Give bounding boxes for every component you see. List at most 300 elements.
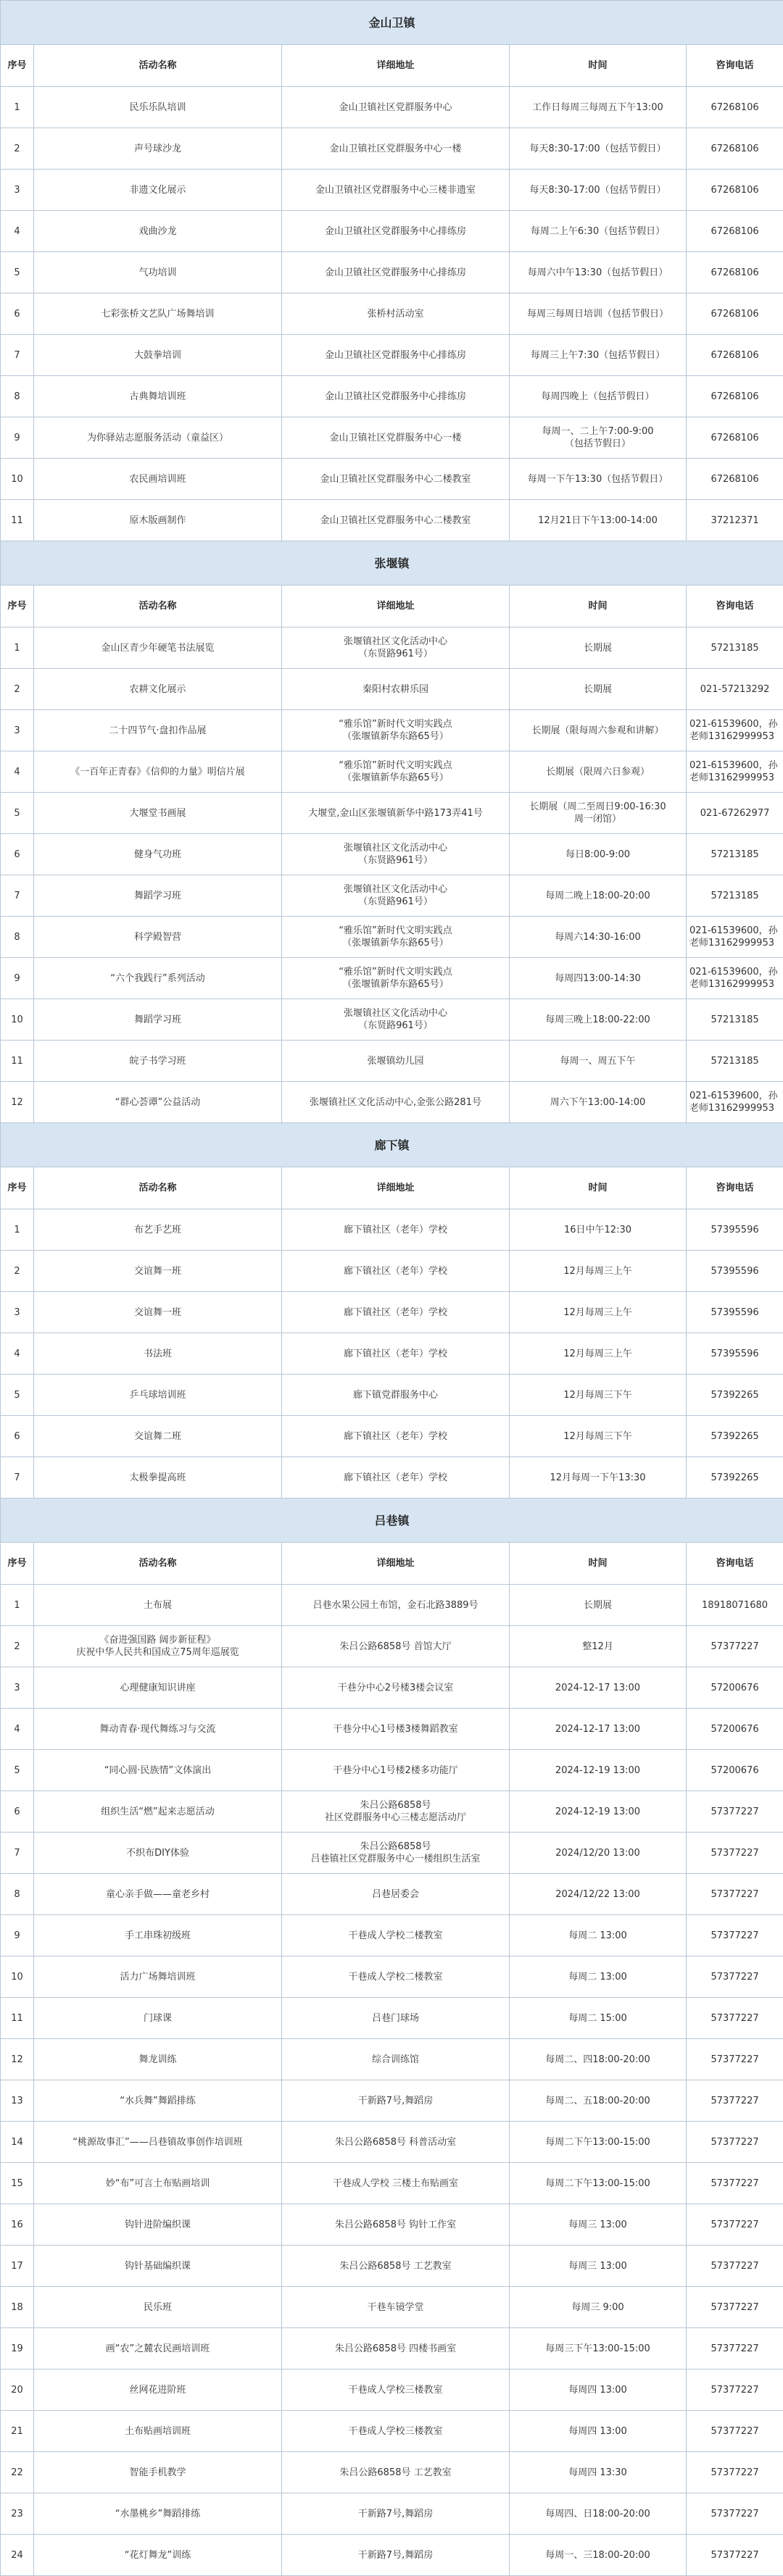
table-row bbox=[1, 293, 783, 335]
cell-address: 金山卫镇社区党群服务中心排练房 bbox=[282, 376, 510, 417]
cell-address: 干巷车镜学堂 bbox=[282, 2287, 510, 2328]
cell-time: 每周一、周五下午 bbox=[510, 1041, 687, 1082]
cell-address: 廊下镇社区（老年）学校 bbox=[282, 1292, 510, 1333]
cell-index: 9 bbox=[1, 417, 34, 459]
table-row bbox=[1, 710, 783, 751]
cell-time: 16日中午12:30 bbox=[510, 1209, 687, 1251]
cell-index: 24 bbox=[1, 2535, 34, 2576]
cell-time: 每周二下午13:00-15:00 bbox=[510, 2122, 687, 2163]
cell-time: 12月每周三上午 bbox=[510, 1292, 687, 1333]
cell-phone: 37212371 bbox=[687, 500, 783, 541]
cell-phone: 57200676 bbox=[687, 1750, 783, 1791]
cell-time: 12月每周三下午 bbox=[510, 1375, 687, 1416]
table-row bbox=[1, 1998, 783, 2039]
cell-phone: 021-57213292 bbox=[687, 669, 783, 710]
cell-index: 1 bbox=[1, 1209, 34, 1251]
table-row bbox=[1, 1915, 783, 1956]
cell-address: 张堰镇社区文化活动中心 （东贤路961号） bbox=[282, 875, 510, 917]
cell-address: 金山卫镇社区党群服务中心三楼非遗室 bbox=[282, 170, 510, 211]
cell-activity-name: 古典舞培训班 bbox=[34, 376, 282, 417]
cell-index: 13 bbox=[1, 2080, 34, 2122]
cell-address: 金山卫镇社区党群服务中心排练房 bbox=[282, 211, 510, 252]
cell-index: 4 bbox=[1, 1333, 34, 1375]
table-row bbox=[1, 417, 783, 459]
cell-activity-name: 智能手机教学 bbox=[34, 2452, 282, 2493]
column-header-name: 活动名称 bbox=[34, 45, 282, 87]
cell-activity-name: 健身气功班 bbox=[34, 834, 282, 875]
cell-index: 9 bbox=[1, 958, 34, 999]
table-row bbox=[1, 335, 783, 376]
cell-address: 廊下镇社区（老年）学校 bbox=[282, 1209, 510, 1251]
cell-index: 20 bbox=[1, 2369, 34, 2411]
cell-activity-name: 钩针基础编织课 bbox=[34, 2246, 282, 2287]
column-header-addr: 详细地址 bbox=[282, 585, 510, 628]
cell-time: 12月每周一下午13:30 bbox=[510, 1457, 687, 1499]
cell-phone: 021-61539600，孙老师13162999953 bbox=[687, 958, 783, 999]
table-row bbox=[1, 170, 783, 211]
cell-address: 廊下镇党群服务中心 bbox=[282, 1375, 510, 1416]
cell-activity-name: 钩针进阶编织课 bbox=[34, 2204, 282, 2246]
cell-address: 大堰堂,金山区张堰镇新华中路173弄41号 bbox=[282, 793, 510, 834]
table-row bbox=[1, 2328, 783, 2369]
cell-index: 7 bbox=[1, 1457, 34, 1499]
cell-index: 6 bbox=[1, 834, 34, 875]
table-row bbox=[1, 1791, 783, 1833]
cell-address: 干巷成人学校三楼教室 bbox=[282, 2411, 510, 2452]
cell-time: 12月每周三上午 bbox=[510, 1251, 687, 1292]
cell-address: 朱吕公路6858号 首馆大厅 bbox=[282, 1626, 510, 1667]
cell-address: 干巷成人学校二楼教室 bbox=[282, 1956, 510, 1998]
cell-phone: 021-61539600，孙老师13162999953 bbox=[687, 751, 783, 793]
column-header-time: 时间 bbox=[510, 585, 687, 628]
cell-address: 廊下镇社区（老年）学校 bbox=[282, 1333, 510, 1375]
cell-activity-name: 气功培训 bbox=[34, 252, 282, 293]
cell-time: 每周二 13:00 bbox=[510, 1956, 687, 1998]
cell-phone: 57377227 bbox=[687, 2328, 783, 2369]
cell-time: 每周一、二上午7:00-9:00 （包括节假日） bbox=[510, 417, 687, 459]
column-header-time: 时间 bbox=[510, 1543, 687, 1585]
table-row bbox=[1, 628, 783, 669]
section-header bbox=[1, 1123, 783, 1167]
table-row bbox=[1, 2535, 783, 2576]
cell-address: 干新路7号,舞蹈房 bbox=[282, 2535, 510, 2576]
table-row bbox=[1, 2287, 783, 2328]
cell-time: 每日8:00-9:00 bbox=[510, 834, 687, 875]
cell-time: 每周三 13:00 bbox=[510, 2246, 687, 2287]
cell-time: 长期展 bbox=[510, 1585, 687, 1626]
cell-address: 综合训练馆 bbox=[282, 2039, 510, 2080]
cell-activity-name: 民乐班 bbox=[34, 2287, 282, 2328]
cell-address: 干新路7号,舞蹈房 bbox=[282, 2493, 510, 2535]
cell-activity-name: 活力广场舞培训班 bbox=[34, 1956, 282, 1998]
cell-phone: 57213185 bbox=[687, 834, 783, 875]
cell-activity-name: 原木版画制作 bbox=[34, 500, 282, 541]
cell-phone: 57377227 bbox=[687, 2080, 783, 2122]
cell-index: 22 bbox=[1, 2452, 34, 2493]
cell-address: 朱吕公路6858号 工艺教室 bbox=[282, 2452, 510, 2493]
cell-activity-name: “桃源故事汇”——吕巷镇故事创作培训班 bbox=[34, 2122, 282, 2163]
table-row bbox=[1, 2246, 783, 2287]
cell-phone: 57377227 bbox=[687, 1998, 783, 2039]
cell-address: 干巷分中心1号楼2楼多功能厅 bbox=[282, 1750, 510, 1791]
cell-time: 2024/12/20 13:00 bbox=[510, 1833, 687, 1874]
cell-index: 4 bbox=[1, 751, 34, 793]
cell-phone: 57377227 bbox=[687, 2204, 783, 2246]
table-row bbox=[1, 1251, 783, 1292]
cell-phone: 57213185 bbox=[687, 628, 783, 669]
cell-index: 14 bbox=[1, 2122, 34, 2163]
table-row bbox=[1, 459, 783, 500]
column-header-name: 活动名称 bbox=[34, 1543, 282, 1585]
cell-time: 2024-12-19 13:00 bbox=[510, 1750, 687, 1791]
section-header bbox=[1, 1, 783, 45]
cell-time: 12月每周三上午 bbox=[510, 1333, 687, 1375]
cell-address: 朱吕公路6858号 钩针工作室 bbox=[282, 2204, 510, 2246]
cell-phone: 67268106 bbox=[687, 335, 783, 376]
cell-time: 每周三下午13:00-15:00 bbox=[510, 2328, 687, 2369]
cell-activity-name: “群心荟谭”公益活动 bbox=[34, 1082, 282, 1123]
cell-time: 2024-12-17 13:00 bbox=[510, 1709, 687, 1750]
cell-time: 长期展（周二至周日9:00-16:30 周一闭馆） bbox=[510, 793, 687, 834]
table-row bbox=[1, 2039, 783, 2080]
cell-index: 19 bbox=[1, 2328, 34, 2369]
cell-phone: 57392265 bbox=[687, 1375, 783, 1416]
cell-activity-name: 交谊舞二班 bbox=[34, 1416, 282, 1457]
cell-address: 张堰镇社区文化活动中心 （东贤路961号） bbox=[282, 834, 510, 875]
cell-phone: 57377227 bbox=[687, 1791, 783, 1833]
town-name: 廊下镇 bbox=[1, 1123, 783, 1167]
cell-activity-name: 舞蹈学习班 bbox=[34, 875, 282, 917]
town-name: 张堰镇 bbox=[1, 541, 783, 585]
cell-phone: 57395596 bbox=[687, 1209, 783, 1251]
cell-phone: 021-61539600，孙老师13162999953 bbox=[687, 1082, 783, 1123]
cell-activity-name: 土布贴画培训班 bbox=[34, 2411, 282, 2452]
cell-phone: 57395596 bbox=[687, 1333, 783, 1375]
cell-activity-name: 农耕文化展示 bbox=[34, 669, 282, 710]
table-row bbox=[1, 1333, 783, 1375]
table-row bbox=[1, 793, 783, 834]
cell-index: 9 bbox=[1, 1915, 34, 1956]
cell-activity-name: 戏曲沙龙 bbox=[34, 211, 282, 252]
table-row bbox=[1, 751, 783, 793]
cell-index: 3 bbox=[1, 710, 34, 751]
cell-time: 每周三 13:00 bbox=[510, 2204, 687, 2246]
cell-index: 16 bbox=[1, 2204, 34, 2246]
cell-phone: 57377227 bbox=[687, 2411, 783, 2452]
table-row bbox=[1, 1292, 783, 1333]
cell-activity-name: “花灯舞龙”训练 bbox=[34, 2535, 282, 2576]
cell-time: 长期展 bbox=[510, 669, 687, 710]
table-row bbox=[1, 834, 783, 875]
cell-address: 张堰镇社区文化活动中心,金张公路281号 bbox=[282, 1082, 510, 1123]
column-header-tel: 咨询电话 bbox=[687, 1543, 783, 1585]
cell-time: 长期展（限周六日参观） bbox=[510, 751, 687, 793]
cell-phone: 57377227 bbox=[687, 2163, 783, 2204]
table-row bbox=[1, 1375, 783, 1416]
cell-index: 11 bbox=[1, 500, 34, 541]
cell-time: 每周三上午7:30（包括节假日） bbox=[510, 335, 687, 376]
cell-index: 5 bbox=[1, 1750, 34, 1791]
table-row bbox=[1, 1082, 783, 1123]
table-row bbox=[1, 1956, 783, 1998]
column-header-no: 序号 bbox=[1, 1543, 34, 1585]
cell-activity-name: 二十四节气·盘扣作品展 bbox=[34, 710, 282, 751]
cell-address: 张桥村活动室 bbox=[282, 293, 510, 335]
cell-activity-name: 布艺手艺班 bbox=[34, 1209, 282, 1251]
section-header bbox=[1, 1499, 783, 1543]
column-header-addr: 详细地址 bbox=[282, 1543, 510, 1585]
table-row bbox=[1, 2411, 783, 2452]
cell-address: 廊下镇社区（老年）学校 bbox=[282, 1457, 510, 1499]
cell-phone: 57377227 bbox=[687, 2535, 783, 2576]
table-row bbox=[1, 500, 783, 541]
cell-index: 6 bbox=[1, 1416, 34, 1457]
column-header-tel: 咨询电话 bbox=[687, 1167, 783, 1209]
cell-time: 每周二 15:00 bbox=[510, 1998, 687, 2039]
cell-address: 干巷成人学校三楼教室 bbox=[282, 2369, 510, 2411]
cell-activity-name: 大鼓拳培训 bbox=[34, 335, 282, 376]
table-row bbox=[1, 2163, 783, 2204]
cell-time: 每周三 9:00 bbox=[510, 2287, 687, 2328]
cell-activity-name: 科学殿智营 bbox=[34, 917, 282, 958]
column-header-no: 序号 bbox=[1, 1167, 34, 1209]
cell-activity-name: 书法班 bbox=[34, 1333, 282, 1375]
cell-address: 朱吕公路6858号 社区党群服务中心三楼志愿活动厅 bbox=[282, 1791, 510, 1833]
table-row bbox=[1, 128, 783, 170]
table-row bbox=[1, 917, 783, 958]
cell-index: 7 bbox=[1, 1833, 34, 1874]
cell-activity-name: 丝网花进阶班 bbox=[34, 2369, 282, 2411]
cell-phone: 67268106 bbox=[687, 376, 783, 417]
cell-index: 2 bbox=[1, 1626, 34, 1667]
table-row bbox=[1, 2452, 783, 2493]
cell-address: 干新路7号,舞蹈房 bbox=[282, 2080, 510, 2122]
cell-phone: 57377227 bbox=[687, 2452, 783, 2493]
cell-activity-name: 门球课 bbox=[34, 1998, 282, 2039]
cell-phone: 67268106 bbox=[687, 211, 783, 252]
cell-address: 吕巷水果公园土布馆，金石北路3889号 bbox=[282, 1585, 510, 1626]
cell-time: 每天8:30-17:00（包括节假日） bbox=[510, 128, 687, 170]
cell-phone: 57377227 bbox=[687, 2493, 783, 2535]
cell-activity-name: 非遗文化展示 bbox=[34, 170, 282, 211]
column-header-name: 活动名称 bbox=[34, 585, 282, 628]
cell-time: 每周三晚上18:00-22:00 bbox=[510, 999, 687, 1041]
cell-index: 3 bbox=[1, 1667, 34, 1709]
cell-address: 金山卫镇社区党群服务中心排练房 bbox=[282, 252, 510, 293]
cell-phone: 57377227 bbox=[687, 1626, 783, 1667]
table-row bbox=[1, 1833, 783, 1874]
cell-phone: 57377227 bbox=[687, 1915, 783, 1956]
cell-phone: 67268106 bbox=[687, 417, 783, 459]
cell-phone: 57395596 bbox=[687, 1251, 783, 1292]
cell-activity-name: 皖子书学习班 bbox=[34, 1041, 282, 1082]
cell-index: 1 bbox=[1, 1585, 34, 1626]
cell-index: 5 bbox=[1, 252, 34, 293]
cell-activity-name: 大堰堂书画展 bbox=[34, 793, 282, 834]
cell-index: 1 bbox=[1, 87, 34, 128]
cell-activity-name: 太极拳提高班 bbox=[34, 1457, 282, 1499]
cell-time: 每周六中午13:30（包括节假日） bbox=[510, 252, 687, 293]
cell-activity-name: “同心圆·民族情”文体演出 bbox=[34, 1750, 282, 1791]
section-header bbox=[1, 541, 783, 585]
column-header-name: 活动名称 bbox=[34, 1167, 282, 1209]
cell-time: 每周二上午6:30（包括节假日） bbox=[510, 211, 687, 252]
cell-address: 朱吕公路6858号 科普活动室 bbox=[282, 2122, 510, 2163]
cell-phone: 57213185 bbox=[687, 1041, 783, 1082]
cell-index: 7 bbox=[1, 875, 34, 917]
table-row bbox=[1, 376, 783, 417]
table-row bbox=[1, 1585, 783, 1626]
cell-index: 5 bbox=[1, 1375, 34, 1416]
cell-activity-name: 民乐乐队培训 bbox=[34, 87, 282, 128]
cell-activity-name: 童心亲手做——童老乡村 bbox=[34, 1874, 282, 1915]
cell-phone: 18918071680 bbox=[687, 1585, 783, 1626]
cell-activity-name: 农民画培训班 bbox=[34, 459, 282, 500]
cell-address: 干巷成人学校二楼教室 bbox=[282, 1915, 510, 1956]
cell-time: 周六下午13:00-14:00 bbox=[510, 1082, 687, 1123]
cell-phone: 57377227 bbox=[687, 1874, 783, 1915]
cell-phone: 57377227 bbox=[687, 2369, 783, 2411]
cell-index: 15 bbox=[1, 2163, 34, 2204]
cell-address: 金山卫镇社区党群服务中心一楼 bbox=[282, 128, 510, 170]
cell-phone: 67268106 bbox=[687, 459, 783, 500]
cell-index: 11 bbox=[1, 1041, 34, 1082]
cell-index: 8 bbox=[1, 917, 34, 958]
table-row bbox=[1, 1874, 783, 1915]
cell-activity-name: 组织生活“燃”起来志愿活动 bbox=[34, 1791, 282, 1833]
cell-phone: 57213185 bbox=[687, 875, 783, 917]
cell-time: 每周三每周日培训（包括节假日） bbox=[510, 293, 687, 335]
cell-time: 每周四 13:30 bbox=[510, 2452, 687, 2493]
cell-activity-name: 声号球沙龙 bbox=[34, 128, 282, 170]
table-row bbox=[1, 1709, 783, 1750]
cell-phone: 57392265 bbox=[687, 1416, 783, 1457]
cell-activity-name: 七彩张桥文艺队广场舞培训 bbox=[34, 293, 282, 335]
cell-time: 每周二、四18:00-20:00 bbox=[510, 2039, 687, 2080]
cell-time: 每周二 13:00 bbox=[510, 1915, 687, 1956]
cell-address: 干巷成人学校 三楼土布贴画室 bbox=[282, 2163, 510, 2204]
table-row bbox=[1, 2204, 783, 2246]
table-row bbox=[1, 1209, 783, 1251]
cell-address: 朱吕公路6858号 工艺教室 bbox=[282, 2246, 510, 2287]
table-row bbox=[1, 211, 783, 252]
table-row bbox=[1, 1750, 783, 1791]
cell-index: 4 bbox=[1, 211, 34, 252]
column-header-row bbox=[1, 1543, 783, 1585]
cell-address: 金山卫镇社区党群服务中心排练房 bbox=[282, 335, 510, 376]
cell-address: 干巷分中心2号楼3楼会议室 bbox=[282, 1667, 510, 1709]
cell-address: 金山卫镇社区党群服务中心 bbox=[282, 87, 510, 128]
cell-phone: 57377227 bbox=[687, 1956, 783, 1998]
cell-address: 干巷分中心1号楼3楼舞蹈教室 bbox=[282, 1709, 510, 1750]
cell-index: 8 bbox=[1, 376, 34, 417]
table-row bbox=[1, 2369, 783, 2411]
cell-phone: 57377227 bbox=[687, 2287, 783, 2328]
cell-index: 18 bbox=[1, 2287, 34, 2328]
cell-time: 每天8:30-17:00（包括节假日） bbox=[510, 170, 687, 211]
cell-time: 每周四、日18:00-20:00 bbox=[510, 2493, 687, 2535]
table-row bbox=[1, 2080, 783, 2122]
cell-time: 2024-12-17 13:00 bbox=[510, 1667, 687, 1709]
cell-phone: 57377227 bbox=[687, 2122, 783, 2163]
cell-index: 2 bbox=[1, 128, 34, 170]
cell-index: 8 bbox=[1, 1874, 34, 1915]
cell-phone: 57200676 bbox=[687, 1667, 783, 1709]
cell-phone: 57213185 bbox=[687, 999, 783, 1041]
cell-time: 2024-12-19 13:00 bbox=[510, 1791, 687, 1833]
table-row bbox=[1, 87, 783, 128]
cell-time: 每周一、三18:00-20:00 bbox=[510, 2535, 687, 2576]
cell-time: 整12月 bbox=[510, 1626, 687, 1667]
cell-address: 张堰镇社区文化活动中心 （东贤路961号） bbox=[282, 999, 510, 1041]
cell-phone: 021-67262977 bbox=[687, 793, 783, 834]
column-header-row bbox=[1, 45, 783, 87]
cell-index: 6 bbox=[1, 1791, 34, 1833]
cell-index: 23 bbox=[1, 2493, 34, 2535]
cell-index: 10 bbox=[1, 1956, 34, 1998]
town-name: 吕巷镇 bbox=[1, 1499, 783, 1543]
cell-activity-name: 舞龙训练 bbox=[34, 2039, 282, 2080]
table-row bbox=[1, 1667, 783, 1709]
cell-index: 3 bbox=[1, 1292, 34, 1333]
cell-phone: 021-61539600，孙老师13162999953 bbox=[687, 710, 783, 751]
cell-index: 10 bbox=[1, 999, 34, 1041]
column-header-tel: 咨询电话 bbox=[687, 45, 783, 87]
cell-activity-name: 《奋进强国路 阔步新征程》 庆祝中华人民共和国成立75周年巡展览 bbox=[34, 1626, 282, 1667]
cell-phone: 57395596 bbox=[687, 1292, 783, 1333]
cell-phone: 67268106 bbox=[687, 170, 783, 211]
column-header-row bbox=[1, 585, 783, 628]
cell-address: “雅乐馆”新时代文明实践点 （张堰镇新华东路65号） bbox=[282, 958, 510, 999]
cell-index: 3 bbox=[1, 170, 34, 211]
cell-index: 7 bbox=[1, 335, 34, 376]
column-header-no: 序号 bbox=[1, 45, 34, 87]
cell-address: 廊下镇社区（老年）学校 bbox=[282, 1416, 510, 1457]
cell-address: 张堰镇社区文化活动中心 （东贤路961号） bbox=[282, 628, 510, 669]
table-row bbox=[1, 1457, 783, 1499]
cell-phone: 021-61539600，孙老师13162999953 bbox=[687, 917, 783, 958]
cell-time: 工作日每周三每周五下午13:00 bbox=[510, 87, 687, 128]
column-header-tel: 咨询电话 bbox=[687, 585, 783, 628]
table-row bbox=[1, 1626, 783, 1667]
cell-activity-name: “六个我践行”系列活动 bbox=[34, 958, 282, 999]
cell-activity-name: 舞动青春·现代舞练习与交流 bbox=[34, 1709, 282, 1750]
column-header-addr: 详细地址 bbox=[282, 1167, 510, 1209]
table-row bbox=[1, 875, 783, 917]
cell-phone: 57392265 bbox=[687, 1457, 783, 1499]
cell-time: 12月21日下午13:00-14:00 bbox=[510, 500, 687, 541]
cell-phone: 57200676 bbox=[687, 1709, 783, 1750]
column-header-time: 时间 bbox=[510, 45, 687, 87]
cell-address: “雅乐馆”新时代文明实践点 （张堰镇新华东路65号） bbox=[282, 917, 510, 958]
table-row bbox=[1, 2122, 783, 2163]
table-row bbox=[1, 1041, 783, 1082]
cell-time: 每周四 13:00 bbox=[510, 2411, 687, 2452]
cell-address: 金山卫镇社区党群服务中心二楼教室 bbox=[282, 459, 510, 500]
cell-activity-name: 画“农”之麓农民画培训班 bbox=[34, 2328, 282, 2369]
cell-address: 朱吕公路6858号 四楼书画室 bbox=[282, 2328, 510, 2369]
cell-time: 每周六14:30-16:00 bbox=[510, 917, 687, 958]
cell-phone: 67268106 bbox=[687, 293, 783, 335]
cell-address: “雅乐馆”新时代文明实践点 （张堰镇新华东路65号） bbox=[282, 710, 510, 751]
cell-activity-name: 乒乓球培训班 bbox=[34, 1375, 282, 1416]
town-name: 金山卫镇 bbox=[1, 1, 783, 45]
cell-index: 12 bbox=[1, 2039, 34, 2080]
cell-time: 每周二、五18:00-20:00 bbox=[510, 2080, 687, 2122]
cell-activity-name: 妙“布”可言土布贴画培训 bbox=[34, 2163, 282, 2204]
cell-index: 4 bbox=[1, 1709, 34, 1750]
cell-index: 5 bbox=[1, 793, 34, 834]
